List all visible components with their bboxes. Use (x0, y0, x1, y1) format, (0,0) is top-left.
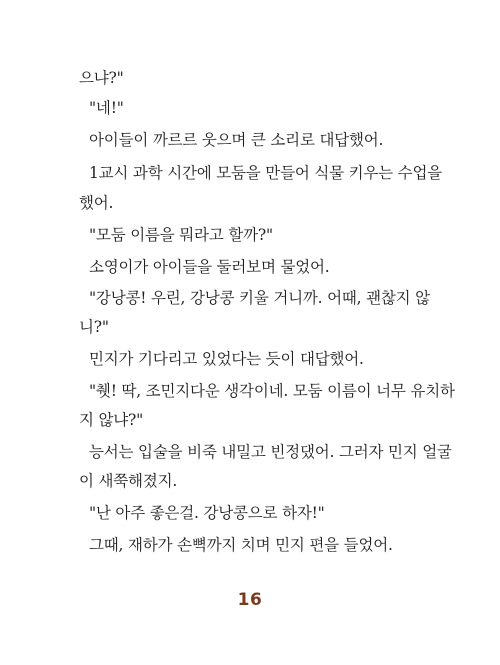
page-number: 16 (237, 590, 263, 610)
text-line-9: 니?" (79, 318, 109, 336)
text-line-5: 했어. (79, 194, 114, 212)
text-line-7: 소영이가 아이들을 둘러보며 물었어. (89, 258, 330, 276)
text-line-10: 민지가 기다리고 있었다는 듯이 대답했어. (89, 350, 364, 368)
text-line-13: 능서는 입술을 비죽 내밀고 빈정댔어. 그러자 민지 얼굴 (89, 443, 452, 461)
text-line-15: "난 아주 좋은걸. 강낭콩으로 하자!" (89, 504, 325, 522)
text-line-12: 지 않냐?" (79, 411, 144, 429)
text-line-8: "강낭콩! 우린, 강낭콩 키울 거니까. 어때, 괜찮지 않 (89, 289, 430, 307)
text-line-4: 1교시 과학 시간에 모둠을 만들어 식물 키우는 수업을 (89, 164, 442, 182)
text-line-14: 이 새쭉해졌지. (79, 472, 178, 490)
text-line-1: 으냐?" (79, 69, 124, 87)
text-line-6: "모둠 이름을 뭐라고 할까?" (89, 226, 273, 244)
text-line-2: "네!" (89, 99, 124, 117)
text-line-16: 그때, 재하가 손뼉까지 치며 민지 편을 들었어. (89, 536, 393, 554)
text-line-11: "췟! 딱, 조민지다운 생각이네. 모둠 이름이 너무 유치하 (89, 382, 455, 400)
text-line-3: 아이들이 까르르 웃으며 큰 소리로 대답했어. (89, 131, 384, 149)
